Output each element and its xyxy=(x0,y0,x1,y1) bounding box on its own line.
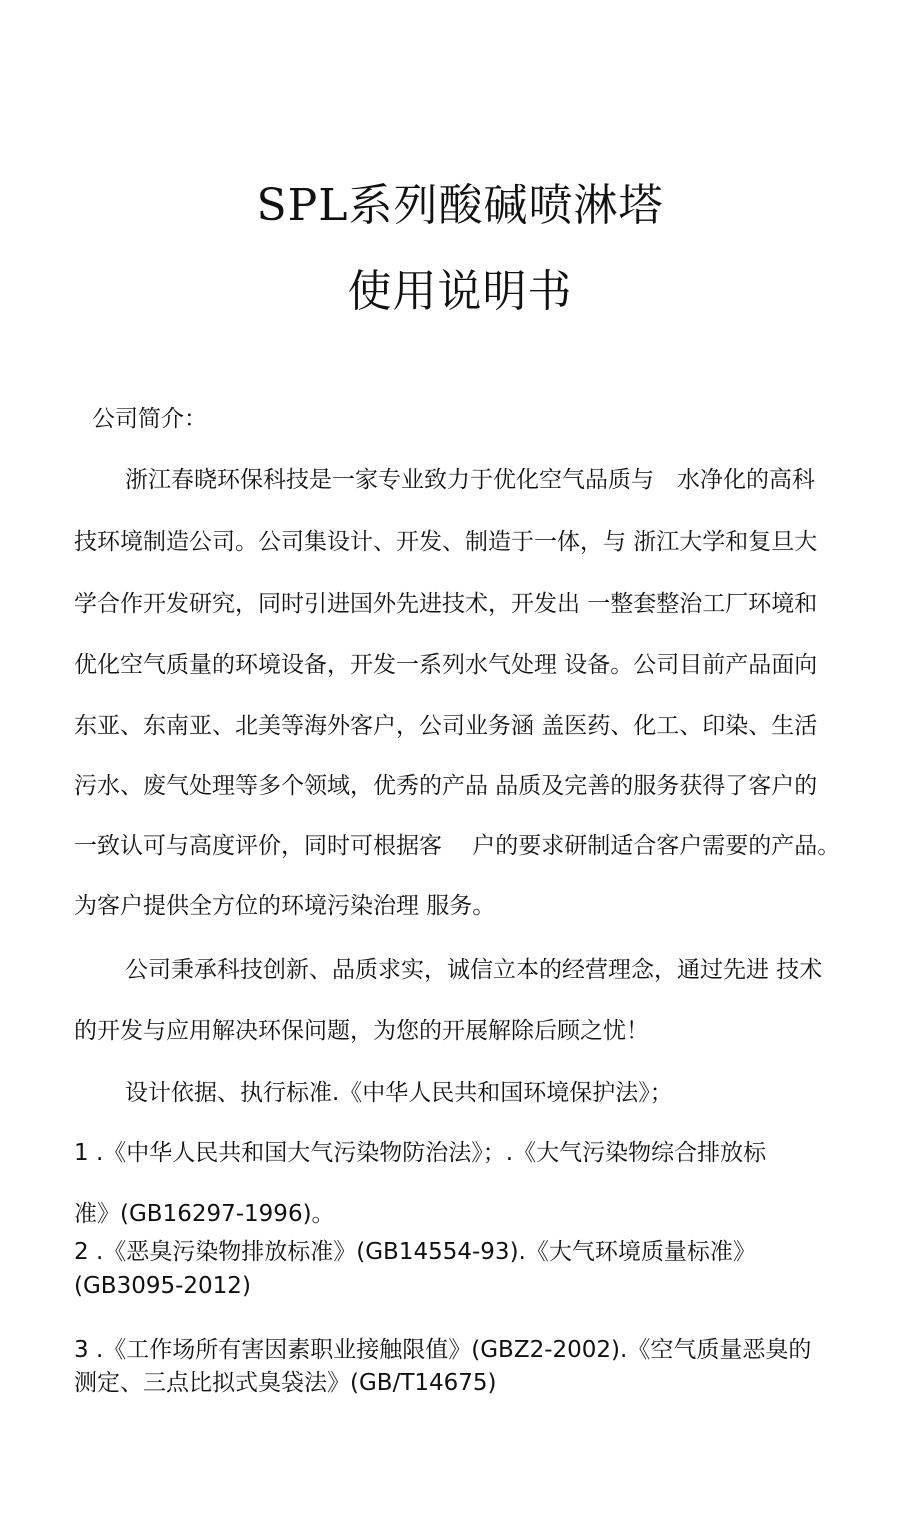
paragraph-line: 技环境制造公司。公司集设计、开发、制造于一体，与 浙江大学和复旦大 xyxy=(74,529,818,555)
standard-item-2-line1: 2 .《恶臭污染物排放标准》(GB14554-93).《大气环境质量标准》 xyxy=(74,1239,756,1265)
intro-heading: 公司简介： xyxy=(92,406,207,432)
paragraph-line: 浙江春晓环保科技是一家专业致力于优化空气品质与 水净化的高科 xyxy=(125,467,815,493)
paragraph-line: 东亚、东南亚、北美等海外客户，公司业务涵 盖医药、化工、印染、生活 xyxy=(74,713,818,739)
standard-item-3-line1: 3 .《工作场所有害因素职业接触限值》(GBZ2-2002).《空气质量恶臭的 xyxy=(74,1337,812,1363)
paragraph-line: 优化空气质量的环境设备，开发一系列水气处理 设备。公司目前产品面向 xyxy=(74,652,818,678)
paragraph-line: 公司秉承科技创新、品质求实，诚信立本的经营理念，通过先进 技术 xyxy=(125,957,823,983)
paragraph-line: 学合作开发研究，同时引进国外先进技术，开发出 一整套整治工厂环境和 xyxy=(74,591,818,617)
standard-item-3-line2: 测定、三点比拟式臭袋法》(GB/T14675) xyxy=(74,1370,497,1396)
paragraph-line: 污水、废气处理等多个领域，优秀的产品 品质及完善的服务获得了客户的 xyxy=(74,773,818,799)
document-subtitle: 使用说明书 xyxy=(347,266,573,317)
standards-intro: 设计依据、执行标准.《中华人民共和国环境保护法》； xyxy=(125,1080,673,1106)
standard-item-1-line2: 准》(GB16297-1996)。 xyxy=(74,1201,335,1227)
paragraph-line: 的开发与应用解决环保问题，为您的开展解除后顾之忧！ xyxy=(74,1018,649,1044)
standard-item-1-line1: 1 .《中华人民共和国大气污染物防治法》；.《大气污染物综合排放标 xyxy=(74,1140,767,1166)
standard-item-2-line2: (GB3095-2012) xyxy=(74,1273,251,1299)
document-title: SPL系列酸碱喷淋塔 xyxy=(256,180,664,231)
paragraph-line: 为客户提供全方位的环境污染治理 服务。 xyxy=(74,893,496,919)
paragraph-line: 一致认可与高度评价，同时可根据客 户的要求研制适合客户需要的产品。 xyxy=(74,833,841,859)
